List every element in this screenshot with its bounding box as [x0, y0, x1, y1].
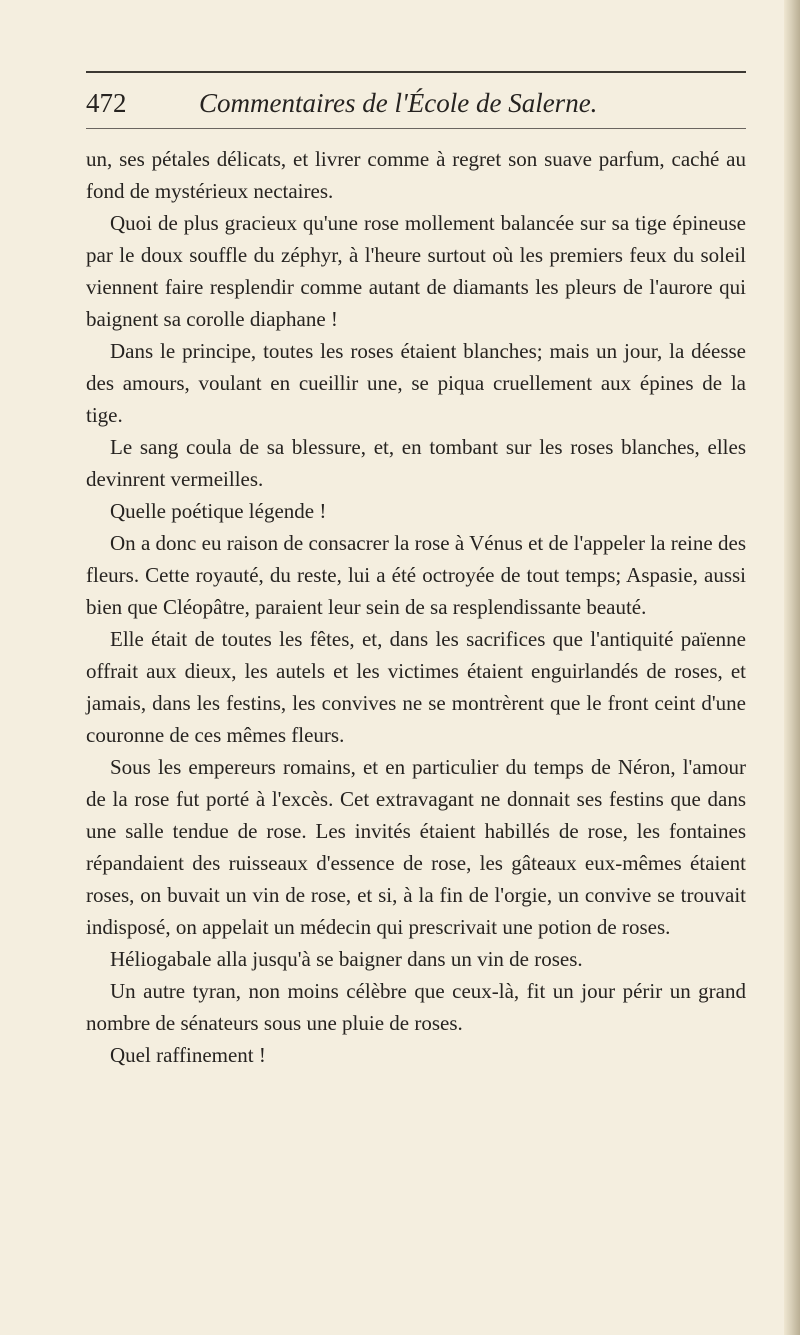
running-head: [86, 80, 746, 120]
body-text: [86, 143, 746, 1071]
header-rule: [86, 128, 746, 129]
paragraph: Quoi de plus gracieux qu'une rose mollement balancée sur sa tige épineuse par le doux souffle du zéphyr, à l'heure surtout où les premiers feux du soleil viennent faire resplendir comme autant de diamants les pleurs de l'aurore qui baignent sa corolle diaphane !: [86, 211, 746, 331]
page-edge: [784, 0, 800, 1335]
running-title: Commentaires de l'École de Salerne.: [199, 88, 598, 118]
paragraph: Quel raffinement !: [110, 1043, 266, 1067]
paragraph: Dans le principe, toutes les roses étaient blanches; mais un jour, la déesse des amours, voulant en cueillir une, se piqua cruellement aux épines de la tige.: [86, 339, 746, 427]
paragraph: Un autre tyran, non moins célèbre que ceux-là, fit un jour périr un grand nombre de sénateurs sous une pluie de roses.: [86, 979, 746, 1035]
paragraph: Elle était de toutes les fêtes, et, dans les sacrifices que l'antiquité païenne offrait aux dieux, les autels et les victimes étaient enguirlandés de roses, et jamais, dans les festins, les convives ne se montrèrent que le front ceint d'une couronne de ces mêmes fleurs.: [86, 627, 746, 747]
paragraph: un, ses pétales délicats, et livrer comme à regret son suave parfum, caché au fond de mystérieux nectaires.: [86, 147, 746, 203]
paragraph: Sous les empereurs romains, et en particulier du temps de Néron, l'amour de la rose fut porté à l'excès. Cet extravagant ne donnait ses festins que dans une salle tendue de rose. Les invités étaient habillés de rose, les fontaines répandaient des ruisseaux d'essence de rose, les gâteaux eux-mêmes étaient roses, on buvait un vin de rose, et si, à la fin de l'orgie, un convive se trouvait indisposé, on appelait un médecin qui prescrivait une potion de roses.: [86, 755, 746, 939]
paragraph: Le sang coula de sa blessure, et, en tombant sur les roses blanches, elles devinrent vermeilles.: [86, 435, 746, 491]
paragraph: Héliogabale alla jusqu'à se baigner dans un vin de roses.: [110, 947, 583, 971]
top-rule: [86, 71, 746, 73]
page-number: 472: [86, 88, 127, 118]
paragraph: On a donc eu raison de consacrer la rose à Vénus et de l'appeler la reine des fleurs. Cette royauté, du reste, lui a été octroyée de tout temps; Aspasie, aussi bien que Cléopâtre, paraient leur sein de sa resplendissante beauté.: [86, 531, 746, 619]
paragraph: Quelle poétique légende !: [110, 499, 327, 523]
